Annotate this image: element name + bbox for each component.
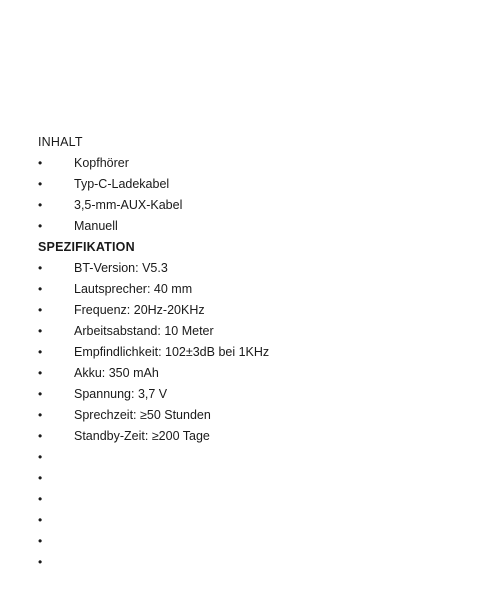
list-item (38, 216, 468, 237)
bullet: • (38, 429, 43, 443)
bullet: • (38, 345, 43, 359)
list-item-text: Spannung: 3,7 V (74, 387, 168, 401)
list-item (38, 174, 468, 195)
list-item-empty (38, 510, 468, 531)
list-item-text: Arbeitsabstand: 10 Meter (74, 324, 214, 338)
section-heading-spezifikation: SPEZIFIKATION (38, 240, 135, 254)
list-item (38, 195, 468, 216)
list-item-text: Frequenz: 20Hz-20KHz (74, 303, 205, 317)
list-item-text: BT-Version: V5.3 (74, 261, 168, 275)
list-item (38, 279, 468, 300)
bullet: • (38, 450, 43, 464)
list-item-text: Lautsprecher: 40 mm (74, 282, 193, 296)
bullet: • (38, 366, 43, 380)
list-item-empty (38, 552, 468, 573)
bullet: • (38, 408, 43, 422)
bullet: • (38, 282, 43, 296)
list-item-empty (38, 468, 468, 489)
list-item-text: Sprechzeit: ≥50 Stunden (74, 408, 211, 422)
specification-list (38, 258, 468, 573)
list-item (38, 321, 468, 342)
list-item-text: 3,5-mm-AUX-Kabel (74, 198, 183, 212)
bullet: • (38, 513, 43, 527)
section-heading-inhalt: INHALT (38, 135, 83, 149)
contents-list (38, 153, 468, 237)
list-item-text: Kopfhörer (74, 156, 129, 170)
list-item (38, 405, 468, 426)
list-item (38, 258, 468, 279)
bullet: • (38, 261, 43, 275)
bullet: • (38, 534, 43, 548)
list-item (38, 153, 468, 174)
list-item (38, 426, 468, 447)
list-item-text: Standby-Zeit: ≥200 Tage (74, 429, 210, 443)
bullet: • (38, 177, 43, 191)
bullet: • (38, 324, 43, 338)
list-item-text: Akku: 350 mAh (74, 366, 159, 380)
list-item-text: Typ-C-Ladekabel (74, 177, 170, 191)
bullet: • (38, 387, 43, 401)
list-item-empty (38, 447, 468, 468)
list-item (38, 342, 468, 363)
list-item (38, 363, 468, 384)
list-item (38, 300, 468, 321)
bullet: • (38, 156, 43, 170)
bullet: • (38, 198, 43, 212)
bullet: • (38, 303, 43, 317)
list-item (38, 384, 468, 405)
bullet: • (38, 471, 43, 485)
list-item-text: Empfindlichkeit: 102±3dB bei 1KHz (74, 345, 270, 359)
document-body (38, 132, 468, 573)
bullet: • (38, 219, 43, 233)
bullet: • (38, 555, 43, 569)
list-item-empty (38, 489, 468, 510)
bullet: • (38, 492, 43, 506)
list-item-text: Manuell (74, 219, 118, 233)
list-item-empty (38, 531, 468, 552)
